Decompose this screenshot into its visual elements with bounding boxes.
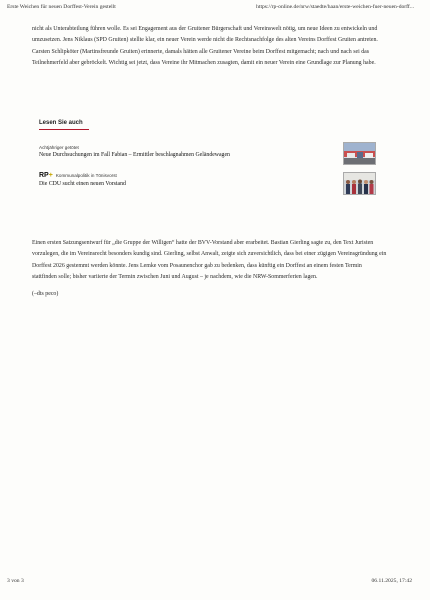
- group-photo-icon: [344, 173, 375, 194]
- related-article-1-thumbnail[interactable]: [343, 142, 376, 165]
- related-article-2[interactable]: [39, 172, 379, 188]
- read-more-underline: [39, 129, 89, 130]
- related-article-1[interactable]: [39, 145, 379, 159]
- header-title: Erste Weichen für neuen Dorffest-Verein gestellt: [7, 4, 116, 10]
- related-article-1-title[interactable]: Neue Durchsuchungen im Fall Fabian – Ermittler beschlagnahmen Geländewagen: [39, 152, 230, 158]
- related-article-2-thumbnail[interactable]: [343, 172, 376, 195]
- page-number: 3 von 3: [7, 578, 24, 584]
- header-url[interactable]: https://rp-online.de/nrw/staedte/haan/erste-weichen-fuer-neuen-dorff...: [256, 4, 414, 10]
- rp-plus-badge: RP+: [39, 172, 53, 179]
- article-paragraph-1: nicht als Unterabteilung führen wolle. Es sei Engagement aus der Gruitener Bürgerschaft und Vereinswelt nötig, um neue Ideen zu entwickeln und umzusetzen. Jens Niklaus (SPD Gruiten) stellte klar, ein neuer Verein werde nicht die Rechtsnachfolge des alten Vereins Dorffest Gruiten antreten. Carsten Schlipköter (Martinsfreunde Gruiten) erinnerte, damals hätten alle Gruitener Vereine beim Dorffest mitgemacht; nach und nach sei das Teilnehmerfeld aber gebröckelt. Wichtig sei jetzt, dass Vereine ihr Mitmachen zusagten, damit ein neuer Verein eine Grundlage zur Planung habe.: [32, 26, 378, 67]
- related-article-2-kicker: Kommunalpolitik in Tönisvorst: [55, 173, 117, 178]
- read-more-heading: Lesen Sie auch: [39, 120, 83, 126]
- article-paragraph-2: Einen ersten Satzungsentwurf für „die Gruppe der Willigen“ hatte der BVV-Vorstand aber erarbeitet. Bastian Gierling sagte zu, den Text Juristen vorzulegen, die im Vereinsrecht besonders kundig sind. Gierling, selbst Anwalt, zeigte sich zuversichtlich, dass bei einer zügigen Vereinsgründung ein Dorffest 2026 gestemmt werden könnte. Jens Lemke vom Posaunenchor gab zu bedenken, dass künftig ein Dorffest an einem festen Termin stattfinden solle; bisher variierte der Termin zwischen Juni und August – je nachdem, wie die NRW-Sommerferien lagen.: [32, 240, 387, 281]
- related-article-1-kicker: Achtjähriger getötet: [39, 145, 79, 150]
- photo-thumbnail-icon: [344, 143, 375, 164]
- print-datetime: 06.11.2025, 17:42: [371, 578, 412, 584]
- article-author: (–dts peco): [32, 291, 59, 297]
- related-article-2-title[interactable]: Die CDU sucht einen neuen Vorstand: [39, 181, 126, 187]
